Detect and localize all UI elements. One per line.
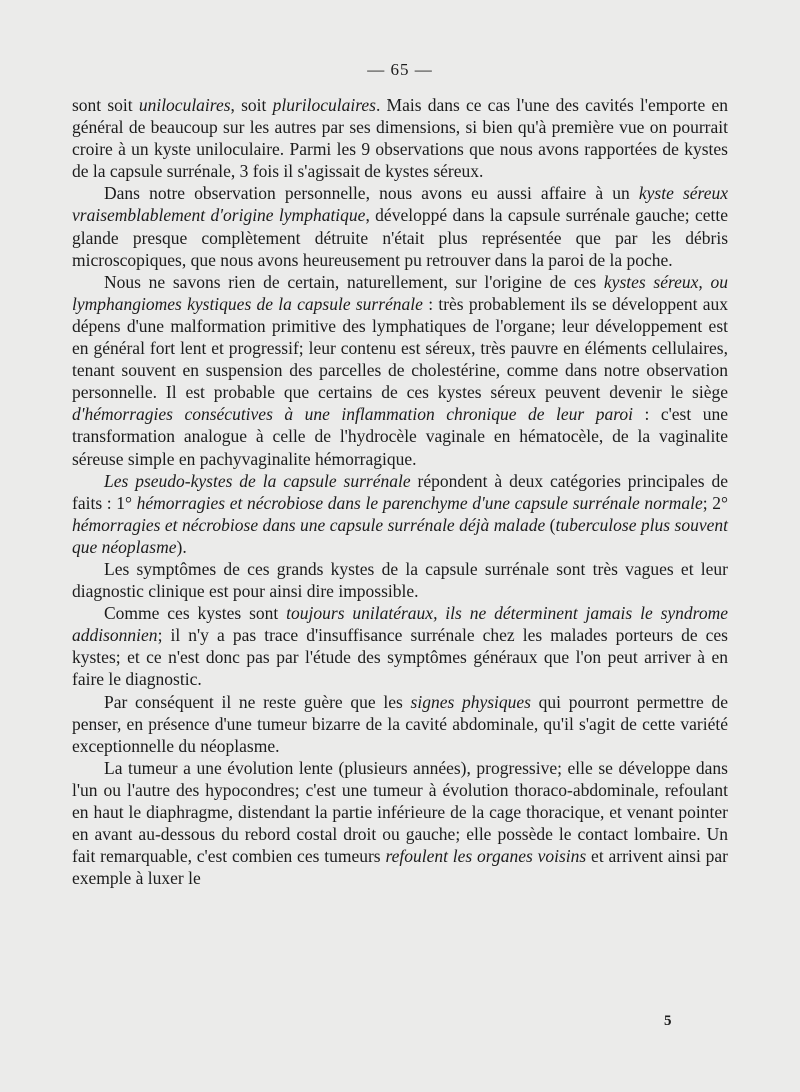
text-run: : c'est une transformation analogue à celle de l'hydrocèle vaginale en hématocèle, de la vaginalite séreuse simple en pachyvaginalite hémorragique.: [72, 404, 728, 469]
text-run: . Mais dans ce cas l'une des cavités l'emporte en général de beaucoup sur les autres par ses dimensions, si bien qu'à première vue on pourrait croire à un kyste uniloculaire. Parmi les 9 observations que nous avons rapportées de kystes de la capsule surrénale, 3 fois il s'agissait de kystes séreux.: [72, 95, 728, 182]
italic-run: kyste séreux vraisemblablement d'origine lymphatique: [72, 183, 728, 226]
text-run: répondent à deux catégories principales de faits : 1°: [72, 470, 728, 513]
text-run: : très probablement ils se développent aux dépens d'une malformation primitive des lymphatiques de l'organe; leur développement est en général fort lent et progressif; leur contenu est séreux, très pauvre en éléments cellulaires, tenant souvent en suspension des parcelles de cholestérine, comme dans notre observation personnelle. Il est probable que certains de ces kystes séreux peuvent devenir le siège: [72, 293, 728, 403]
paragraph: [72, 182, 728, 270]
italic-run: d'hémorragies consécutives à une inflammation chronique de leur paroi: [72, 404, 634, 425]
paragraph: [72, 470, 728, 558]
text-run: Dans notre observation personnelle, nous avons eu aussi affaire à un: [104, 183, 639, 204]
text-run: Par conséquent il ne reste guère que les: [104, 691, 411, 712]
italic-run: kystes séreux, ou lymphangiomes kystiques de la capsule surrénale: [72, 271, 728, 314]
text-run: La tumeur a une évolution lente (plusieurs années), progressive; elle se développe dans l'un ou l'autre des hypocondres; c'est une tumeur à évolution thoraco-abdominale, refoulant en haut le diaphragme, distendant la partie inférieure de la cage thoracique, et venant pointer en avant au-dessous du rebord costal droit ou gauche; elle possède le contact lombaire. Un fait remarquable, c'est combien ces tumeurs: [72, 757, 728, 867]
italic-run: tuberculose plus souvent que néoplasme: [72, 514, 728, 557]
text-run: Comme ces kystes sont: [104, 603, 287, 624]
paragraph: [72, 691, 728, 757]
italic-run: Les pseudo-kystes de la capsule surrénale: [104, 470, 411, 491]
text-run: qui pourront permettre de penser, en présence d'une tumeur bizarre de la cavité abdominale, qu'il s'agit de cette variété exceptionnelle du néoplasme.: [72, 691, 728, 756]
text-run: ; 2°: [702, 492, 728, 513]
italic-run: signes physiques: [410, 691, 531, 712]
paragraph: [72, 602, 728, 690]
italic-run: hémorragies et nécrobiose dans le parenchyme d'une capsule surrénale normale: [136, 492, 703, 513]
text-run: Les symptômes de ces grands kystes de la capsule surrénale sont très vagues et leur diagnostic clinique est pour ainsi dire impossible.: [72, 558, 728, 602]
italic-run: refoulent les organes voisins: [385, 846, 587, 867]
text-run: ).: [176, 536, 187, 557]
italic-run: pluriloculaires: [272, 95, 376, 115]
text-run: (: [545, 514, 556, 535]
text-run: , développé dans la capsule surrénale gauche; cette glande presque complètement détruite n'était plus représentée que par les débris microscopiques, que nous avons heureusement pu retrouver dans la paroi de la poche.: [72, 205, 728, 270]
paragraph: [72, 94, 728, 182]
paragraph: [72, 757, 728, 890]
italic-run: uniloculaires: [138, 95, 231, 115]
text-body: [72, 94, 728, 889]
italic-run: toujours unilatéraux, ils ne déterminent jamais le syndrome addisonnien: [72, 603, 728, 646]
italic-run: hémorragies et nécrobiose dans une capsule surrénale déjà malade: [72, 514, 546, 535]
paragraph: [72, 271, 728, 470]
text-run: Nous ne savons rien de certain, naturellement, sur l'origine de ces: [104, 271, 604, 292]
text-run: sont soit: [72, 95, 139, 115]
text-run: , soit: [230, 95, 273, 115]
text-run: et arrivent ainsi par exemple à luxer le: [72, 846, 728, 889]
page-number: — 65 —: [367, 60, 433, 79]
signature-mark: 5: [664, 1013, 672, 1029]
text-run: ; il n'y a pas trace d'insuffisance surrénale chez les malades porteurs de ces kystes; et ce n'est donc pas par l'étude des symptômes généraux que l'on peut arriver à en faire le diagnostic.: [72, 625, 728, 690]
paragraph: [72, 558, 728, 602]
